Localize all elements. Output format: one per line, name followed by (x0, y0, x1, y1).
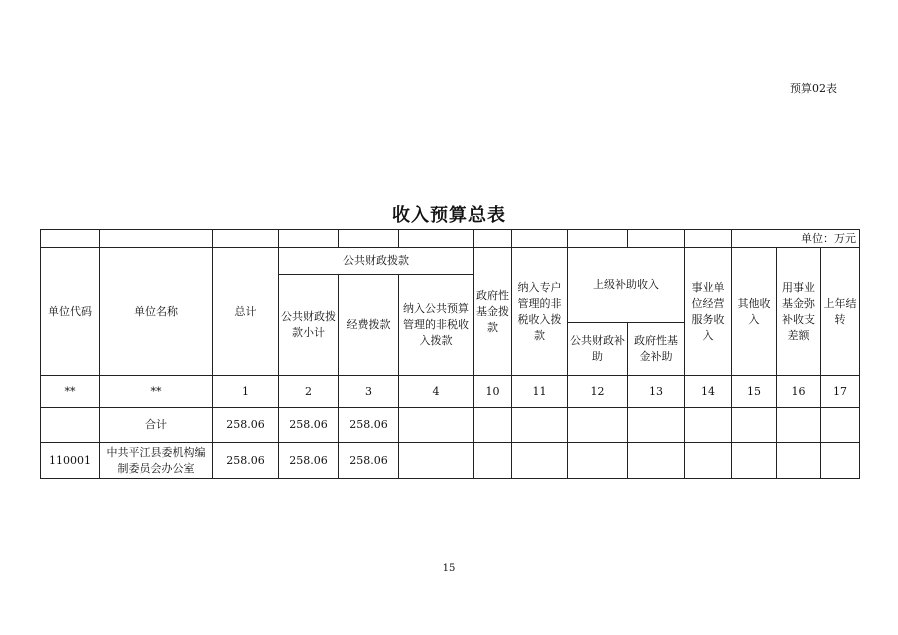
blank-cell (339, 230, 399, 248)
table-cell (777, 408, 821, 443)
table-cell (399, 443, 474, 479)
table-cell (399, 408, 474, 443)
header-superior-subsidy: 上级补助收入 (568, 248, 685, 323)
table-cell: 258.06 (213, 408, 279, 443)
table-cell: 258.06 (213, 443, 279, 479)
table-cell (685, 408, 732, 443)
total-row (41, 408, 860, 443)
index-cell: 10 (474, 376, 512, 408)
table-cell (512, 443, 568, 479)
table-cell (628, 443, 685, 479)
index-cell: 15 (732, 376, 777, 408)
table-cell (568, 408, 628, 443)
table-cell (41, 408, 100, 443)
form-number: 预算02表 (790, 82, 837, 95)
index-cell: ** (41, 376, 100, 408)
table-cell (474, 408, 512, 443)
blank-cell (568, 230, 628, 248)
blank-cell (100, 230, 213, 248)
unit-name-cell: 中共平江县委机构编制委员会办公室 (100, 443, 213, 479)
unit-code-cell: 110001 (41, 443, 100, 479)
header-total: 总计 (213, 248, 279, 376)
table-cell: 258.06 (279, 443, 339, 479)
index-cell: 1 (213, 376, 279, 408)
table-cell (512, 408, 568, 443)
index-cell: 4 (399, 376, 474, 408)
header-fund-offset: 用事业基金弥补收支差额 (777, 248, 821, 376)
header-business-income: 事业单位经营服务收入 (685, 248, 732, 376)
index-cell: 13 (628, 376, 685, 408)
table-cell (474, 443, 512, 479)
blank-cell (512, 230, 568, 248)
income-budget-table (40, 229, 860, 479)
blank-cell (41, 230, 100, 248)
table-row (41, 443, 860, 479)
header-gov-fund: 政府性基金拨款 (474, 248, 512, 376)
index-cell: 16 (777, 376, 821, 408)
table-cell (732, 443, 777, 479)
blank-cell (474, 230, 512, 248)
table-cell (821, 408, 860, 443)
unit-row (41, 230, 860, 248)
blank-cell (213, 230, 279, 248)
table-cell (821, 443, 860, 479)
header-sup-public-finance: 公共财政补助 (568, 323, 628, 376)
header-non-tax: 纳入公共预算管理的非税收入拨款 (399, 275, 474, 376)
table-cell (568, 443, 628, 479)
table-cell (628, 408, 685, 443)
header-row-1 (41, 248, 860, 275)
header-expense-grant: 经费拨款 (339, 275, 399, 376)
blank-cell (279, 230, 339, 248)
index-row (41, 376, 860, 408)
blank-cell (399, 230, 474, 248)
header-pf-subtotal: 公共财政拨款小计 (279, 275, 339, 376)
index-cell: 17 (821, 376, 860, 408)
table-cell: 258.06 (339, 408, 399, 443)
index-cell: 2 (279, 376, 339, 408)
header-special-non-tax: 纳入专户管理的非税收入拨款 (512, 248, 568, 376)
blank-cell (685, 230, 732, 248)
table-cell: 258.06 (279, 408, 339, 443)
table-cell (777, 443, 821, 479)
unit-label: 单位：万元 (732, 230, 860, 248)
header-public-finance: 公共财政拨款 (279, 248, 474, 275)
table-cell: 258.06 (339, 443, 399, 479)
index-cell: 11 (512, 376, 568, 408)
index-cell: ** (100, 376, 213, 408)
header-sup-gov-fund: 政府性基金补助 (628, 323, 685, 376)
page-title: 收入预算总表 (392, 205, 506, 226)
index-cell: 14 (685, 376, 732, 408)
table-cell (685, 443, 732, 479)
index-cell: 3 (339, 376, 399, 408)
blank-cell (628, 230, 685, 248)
header-unit-name: 单位名称 (100, 248, 213, 376)
header-other-income: 其他收入 (732, 248, 777, 376)
index-cell: 12 (568, 376, 628, 408)
header-last-year-carry: 上年结转 (821, 248, 860, 376)
total-label: 合计 (100, 408, 213, 443)
header-unit-code: 单位代码 (41, 248, 100, 376)
page-number: 15 (442, 563, 456, 574)
table-cell (732, 408, 777, 443)
